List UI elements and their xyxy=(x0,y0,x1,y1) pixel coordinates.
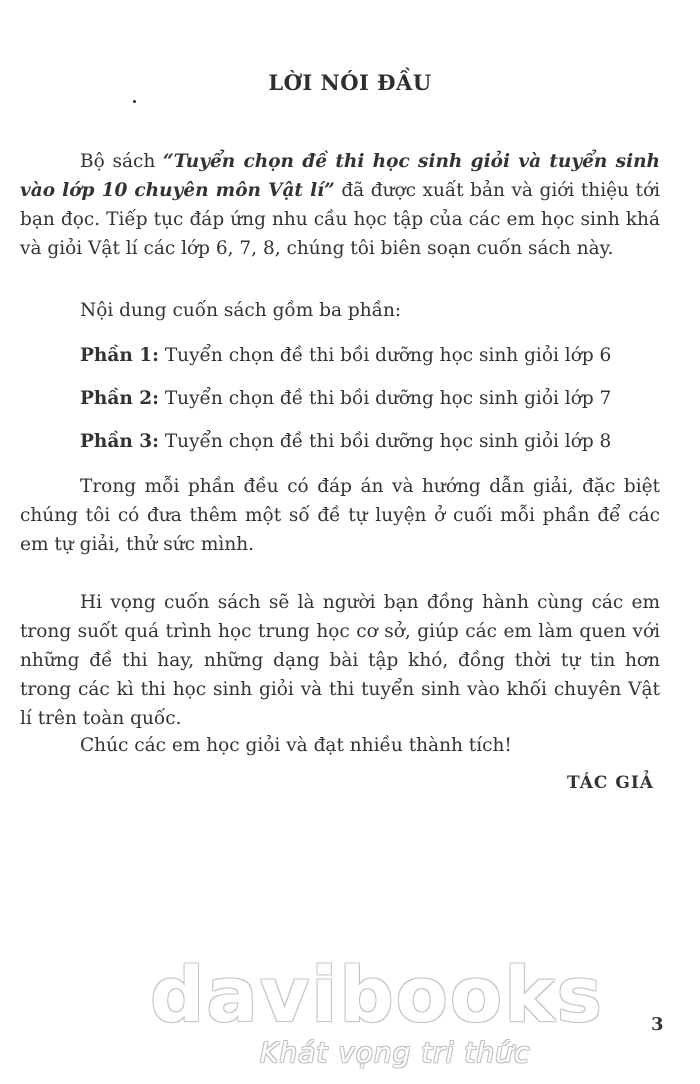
part-3-line xyxy=(80,427,611,456)
contents-intro: Nội dung cuốn sách gồm ba phần: xyxy=(80,300,402,321)
page-number: 3 xyxy=(651,1014,664,1035)
part-1-line xyxy=(80,341,611,370)
part-1-text: Tuyển chọn đề thi bồi dưỡng học sinh giỏi lớp 6 xyxy=(158,345,612,366)
part-3-text: Tuyển chọn đề thi bồi dưỡng học sinh giỏi lớp 8 xyxy=(158,431,612,452)
wish-line: Chúc các em học giỏi và đạt nhiều thành tích! xyxy=(80,735,512,756)
print-speck xyxy=(133,100,136,103)
part-1-label: Phần 1: xyxy=(80,345,159,366)
intro-lead: Bộ sách xyxy=(80,151,164,172)
answers-paragraph-block xyxy=(20,472,660,559)
part-2-line xyxy=(80,384,611,413)
hope-paragraph: Hi vọng cuốn sách sẽ là người bạn đồng hành cùng các em trong suốt quá trình học trung học cơ sở, giúp các em làm quen với những đề thi hay, những dạng bài tập khó, đồng thời tự tin hơn trong các kì thi học sinh giỏi và thi tuyển sinh vào khối chuyên Vật lí trên toàn quốc. xyxy=(20,592,660,729)
answers-paragraph: Trong mỗi phần đều có đáp án và hướng dẫn giải, đặc biệt chúng tôi có đưa thêm một số đề tự luyện ở cuối mỗi phần để các em tự giải, thử sức mình. xyxy=(20,476,660,555)
page-heading: LỜI NÓI ĐẦU xyxy=(268,70,432,95)
watermark-slogan: Khát vọng tri thức xyxy=(260,1036,531,1069)
part-3-label: Phần 3: xyxy=(80,431,159,452)
intro-rest: đã được xuất bản và giới thiệu tới bạn đọc. Tiếp tục đáp ứng nhu cầu học tập của các em học sinh khá và giỏi Vật lí các lớp 6, 7, 8, chúng tôi biên soạn cuốn sách này. xyxy=(20,180,660,259)
book-title: “Tuyển chọn đề thi học sinh giỏi và tuyển sinh vào lớp 10 chuyên môn Vật lí” xyxy=(20,151,661,201)
author-signature: TÁC GIẢ xyxy=(566,773,654,793)
hope-paragraph-block xyxy=(20,588,660,733)
intro-paragraph xyxy=(20,147,660,263)
watermark-brand: davibooks xyxy=(150,950,604,1039)
part-2-text: Tuyển chọn đề thi bồi dưỡng học sinh giỏi lớp 7 xyxy=(158,388,612,409)
part-2-label: Phần 2: xyxy=(80,388,159,409)
